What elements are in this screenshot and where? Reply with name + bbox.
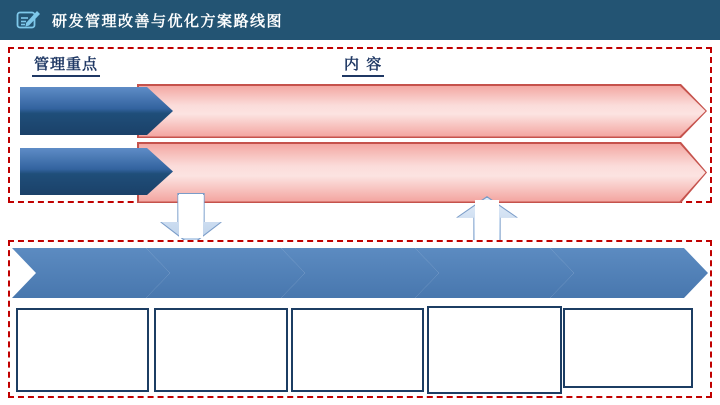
stage-box-process bbox=[291, 308, 424, 392]
guide-down-arrow bbox=[160, 193, 222, 246]
title-bar bbox=[0, 0, 720, 40]
support-up-arrow bbox=[456, 196, 518, 244]
column-header-content: 内 容 bbox=[342, 53, 384, 77]
guide-label bbox=[179, 194, 203, 238]
stage-box-organization bbox=[154, 308, 288, 392]
content-arrow-product bbox=[137, 142, 707, 203]
edit-document-icon bbox=[16, 8, 42, 32]
focus-arrow-governance bbox=[20, 87, 173, 135]
content-text bbox=[185, 84, 673, 138]
content-arrow-governance bbox=[137, 84, 707, 138]
page-title: 研发管理改善与优化方案路线图 bbox=[52, 11, 284, 30]
stage-box-strategy bbox=[16, 308, 149, 392]
content-text bbox=[185, 142, 673, 203]
column-header-focus: 管理重点 bbox=[32, 53, 100, 77]
stage-box-platform bbox=[563, 308, 693, 388]
focus-arrow-product bbox=[20, 148, 173, 195]
focus-arrow-label bbox=[20, 148, 147, 195]
stage-box-mechanism bbox=[427, 306, 562, 394]
support-label bbox=[475, 200, 499, 244]
focus-arrow-label bbox=[20, 87, 147, 135]
